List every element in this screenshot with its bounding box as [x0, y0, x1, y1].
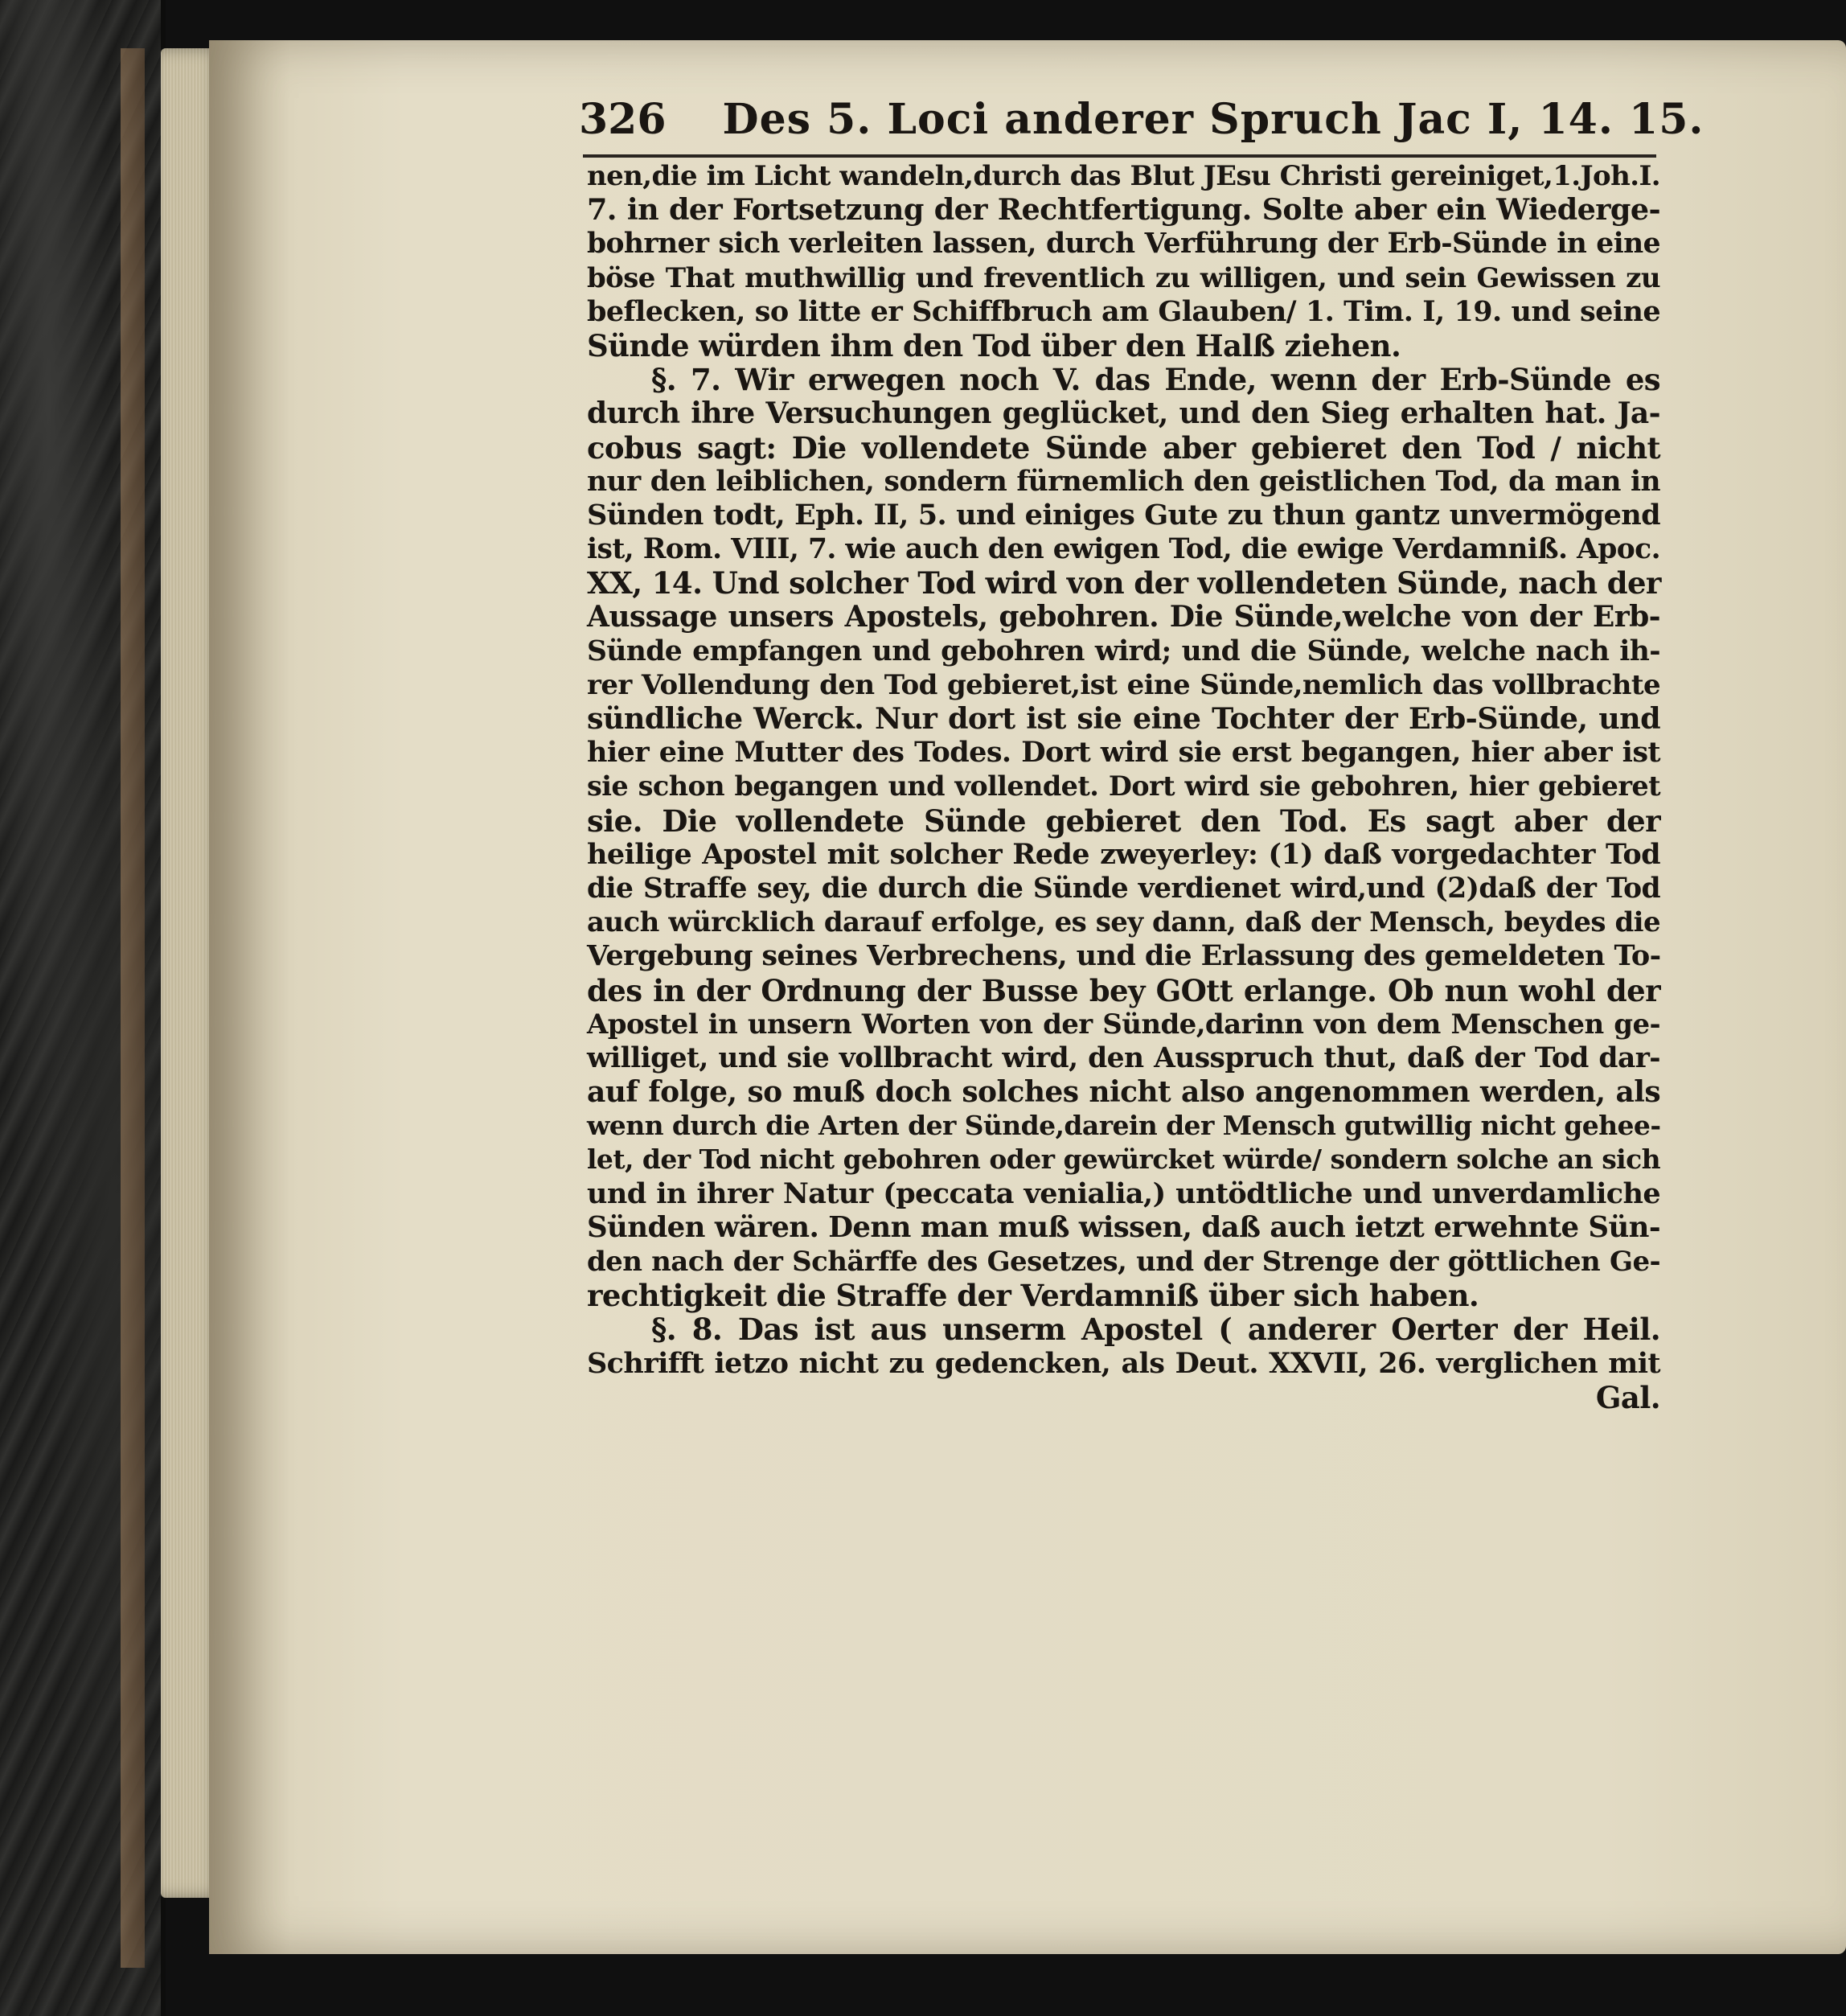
text-line: nur den leiblichen, sondern fürnemlich den geistlichen Tod, da man in — [587, 465, 1660, 498]
text-line: die Straffe sey, die durch die Sünde verdienet wird,und (2)daß der Tod — [587, 872, 1660, 905]
text-line: wenn durch die Arten der Sünde,darein der Mensch gutwillig nicht gehee- — [587, 1110, 1661, 1142]
text-line: böse That muthwillig und freventlich zu willigen, und sein Gewissen zu — [587, 261, 1660, 294]
text-line: williget, und sie vollbracht wird, den Ausspruch thut, daß der Tod dar- — [587, 1041, 1660, 1074]
text-line: heilige Apostel mit solcher Rede zweyerley: (1) daß vorgedachter Tod — [587, 837, 1660, 871]
text-line: Vergebung seines Verbrechens, und die Erlassung des gemeldeten To- — [587, 939, 1661, 973]
text-line: sie schon begangen und vollendet. Dort wird sie gebohren, hier gebieret — [587, 770, 1660, 803]
running-title: Des 5. Loci anderer Spruch Jac I, 14. 15. — [722, 95, 1704, 144]
text-line: rer Vollendung den Tod gebieret,ist eine Sünde,nemlich das vollbrachte — [587, 668, 1660, 701]
text-line: XX, 14. Und solcher Tod wird von der vollendeten Sünde, nach der — [587, 565, 1661, 602]
text-line: sie. Die vollendete Sünde gebieret den Tod. Es sagt aber der — [587, 803, 1660, 839]
text-line: Sünde empfangen und gebohren wird; und die Sünde, welche nach ih- — [587, 634, 1660, 667]
text-line: §. 7. Wir erwegen noch V. das Ende, wenn der Erb-Sünde es — [651, 362, 1660, 398]
text-line: 7. in der Fortsetzung der Rechtfertigung. Solte aber ein Wiederge- — [587, 192, 1660, 228]
text-line: beflecken, so litte er Schiffbruch am Glauben/ 1. Tim. I, 19. und seine — [587, 294, 1660, 328]
text-line: bohrner sich verleiten lassen, durch Verführung der Erb-Sünde in eine — [587, 228, 1660, 261]
text-line: Sünden wären. Denn man muß wissen, daß auch ietzt erwehnte Sün- — [587, 1210, 1660, 1244]
text-line: hier eine Mutter des Todes. Dort wird sie erst begangen, hier aber ist — [587, 736, 1660, 770]
text-line: Sünden todt, Eph. II, 5. und einiges Gute zu thun gantz unvermögend — [587, 498, 1660, 532]
text-line: sündliche Werck. Nur dort ist sie eine Tochter der Erb-Sünde, und — [587, 701, 1660, 736]
text-line: auch würcklich darauf erfolge, es sey dann, daß der Mensch, beydes die — [587, 906, 1660, 939]
page-number: 326 — [579, 95, 667, 144]
text-line: des in der Ordnung der Busse bey GOtt erlange. Ob nun wohl der — [587, 972, 1660, 1008]
text-line: cobus sagt: Die vollendete Sünde aber gebieret den Tod / nicht — [587, 429, 1660, 466]
text-line: auf folge, so muß doch solches nicht also angenommen werden, als — [587, 1075, 1660, 1110]
text-body — [587, 159, 1660, 1414]
text-line: Sünde würden ihm den Tod über den Halß ziehen. — [587, 327, 1401, 363]
text-line: und in ihrer Natur (peccata venialia,) untödtliche und unverdamliche — [587, 1176, 1660, 1210]
text-line: Aussage unsers Apostels, gebohren. Die Sünde,welche von der Erb- — [587, 600, 1660, 634]
text-line: Apostel in unsern Worten von der Sünde,darinn von dem Menschen ge- — [587, 1008, 1660, 1041]
book-cover-marbled — [0, 0, 166, 2016]
page-header — [579, 95, 1704, 151]
text-line: rechtigkeit die Straffe der Verdamniß über sich haben. — [587, 1278, 1479, 1314]
catchword: Gal. — [1595, 1379, 1660, 1415]
text-line: §. 8. Das ist aus unserm Apostel ( anderer Oerter der Heil. — [651, 1312, 1660, 1348]
text-line: ist, Rom. VIII, 7. wie auch den ewigen Tod, die ewige Verdamniß. Apoc. — [587, 533, 1660, 566]
header-rule — [583, 154, 1656, 158]
text-line: durch ihre Versuchungen geglücket, und den Sieg erhalten hat. Ja- — [587, 396, 1660, 431]
text-line: Schrifft ietzo nicht zu gedencken, als Deut. XXVII, 26. verglichen mit — [587, 1346, 1660, 1380]
text-line: let, der Tod nicht gebohren oder gewürcket würde/ sondern solche an sich — [587, 1143, 1660, 1176]
text-line: den nach der Schärffe des Gesetzes, und der Strenge der göttlichen Ge- — [587, 1246, 1660, 1278]
text-line: nen,die im Licht wandeln,durch das Blut JEsu Christi gereiniget,1.Joh.I. — [587, 160, 1660, 192]
